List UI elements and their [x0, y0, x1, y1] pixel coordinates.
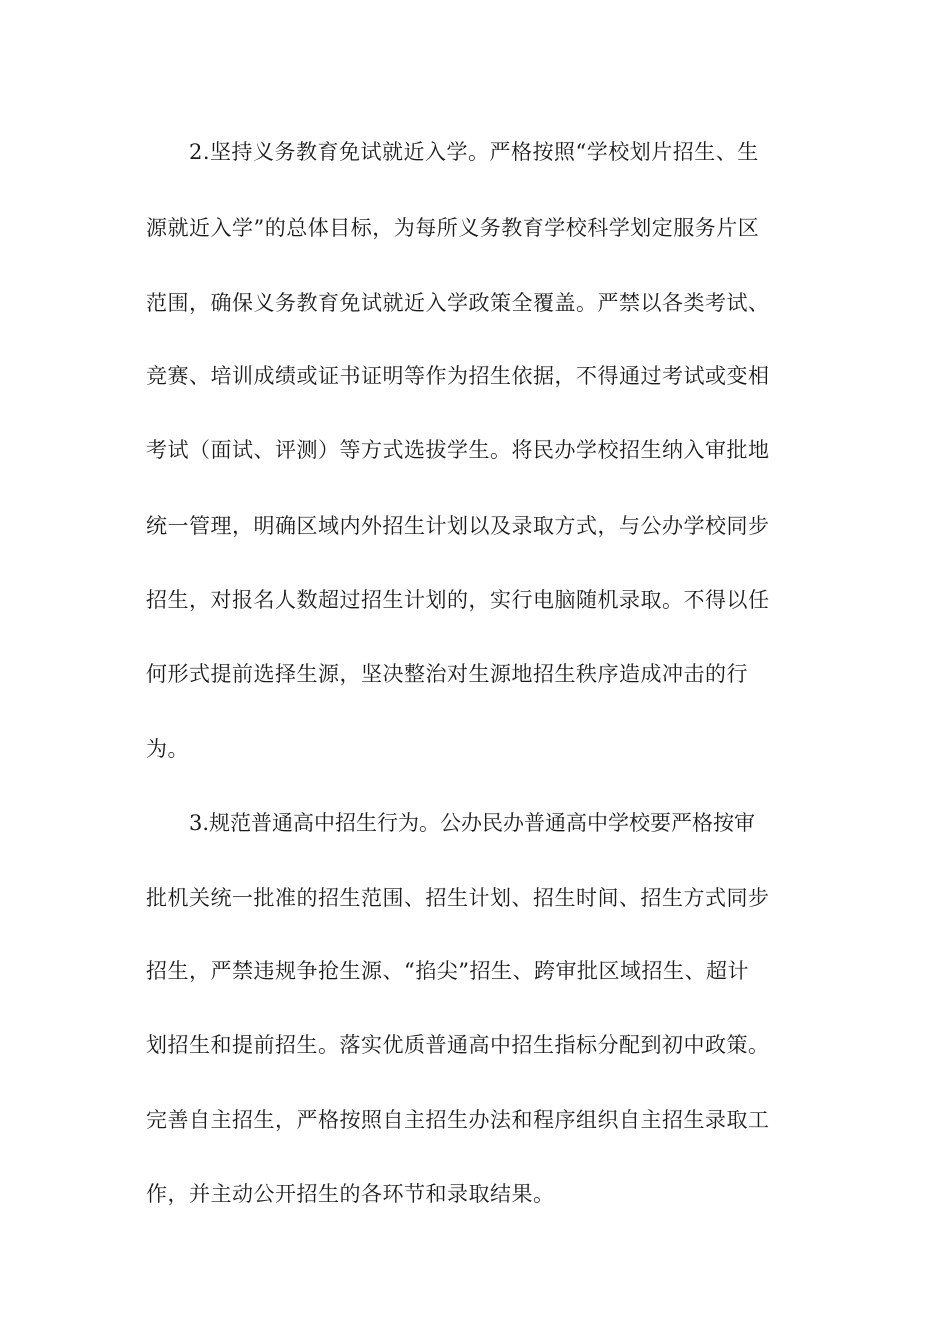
- paragraph-1-line-7: 招生，对报名人数超过招生计划的，实行电脑随机录取。不得以任: [146, 588, 770, 612]
- paragraph-1-line-1: 2.坚持义务教育免试就近入学。严格按照“学校划片招生、生: [189, 140, 759, 164]
- paragraph-1-line-4: 竞赛、培训成绩或证书证明等作为招生依据，不得通过考试或变相: [146, 364, 770, 388]
- paragraph-2-line-6: 作，并主动公开招生的各环节和录取结果。: [146, 1182, 555, 1206]
- paragraph-1-line-8: 何形式提前选择生源，坚决整治对生源地招生秩序造成冲击的行: [146, 662, 748, 686]
- paragraph-1-line-2: 源就近入学”的总体目标，为每所义务教育学校科学划定服务片区: [146, 216, 760, 240]
- paragraph-1-line-9: 为。: [146, 737, 189, 761]
- paragraph-1-line-6: 统一管理，明确区域内外招生计划以及录取方式，与公办学校同步: [146, 514, 770, 538]
- paragraph-2-line-1: 3.规范普通高中招生行为。公办民办普通高中学校要严格按审: [189, 811, 756, 835]
- paragraph-2-line-3: 招生，严禁违规争抢生源、“掐尖”招生、跨审批区域招生、超计: [146, 959, 749, 983]
- paragraph-1-line-5: 考试（面试、评测）等方式选拔学生。将民办学校招生纳入审批地: [146, 438, 770, 462]
- paragraph-2-line-2: 批机关统一批准的招生范围、招生计划、招生时间、招生方式同步: [146, 886, 770, 910]
- paragraph-2-line-4: 划招生和提前招生。落实优质普通高中招生指标分配到初中政策。: [146, 1033, 770, 1057]
- paragraph-1-line-3: 范围，确保义务教育免试就近入学政策全覆盖。严禁以各类考试、: [146, 291, 770, 315]
- paragraph-2-line-5: 完善自主招生，严格按照自主招生办法和程序组织自主招生录取工: [146, 1108, 770, 1132]
